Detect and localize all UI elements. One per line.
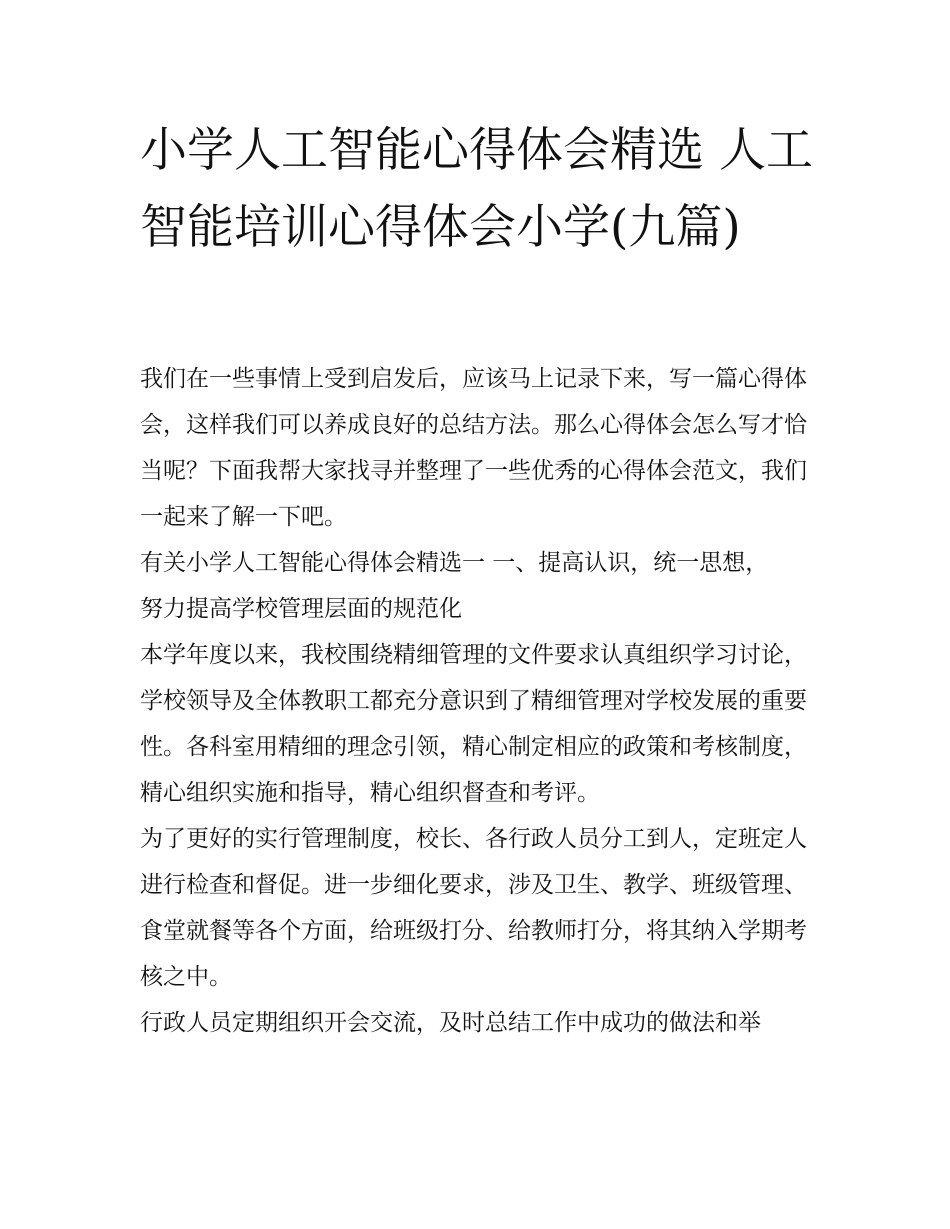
document-title: 小学人工智能心得体会精选 人工智能培训心得体会小学(九篇) <box>140 123 813 255</box>
intro-paragraph: 我们在一些事情上受到启发后，应该马上记录下来，写一篇心得体会，这样我们可以养成良好的总结方法。那么心得体会怎么写才恰当呢？下面我帮大家找寻并整理了一些优秀的心得体会范文，我们一起来了解一下吧。 <box>140 366 807 530</box>
document-body <box>140 356 815 1046</box>
section-heading-paragraph: 有关小学人工智能心得体会精选一 一、提高认识，统一思想，努力提高学校管理层面的规范化 <box>140 550 769 622</box>
body-paragraph: 为了更好的实行管理制度，校长、各行政人员分工到人，定班定人进行检查和督促。进一步细化要求，涉及卫生、教学、班级管理、食堂就餐等各个方面，给班级打分、给教师打分，将其纳入学期考核之中。 <box>140 826 807 990</box>
body-paragraph: 本学年度以来，我校围绕精细管理的文件要求认真组织学习讨论，学校领导及全体教职工都充分意识到了精细管理对学校发展的重要性。各科室用精细的理念引领，精心制定相应的政策和考核制度，精心组织实施和指导，精心组织督查和考评。 <box>140 642 807 806</box>
body-paragraph: 行政人员定期组织开会交流，及时总结工作中成功的做法和举 <box>140 1010 761 1036</box>
